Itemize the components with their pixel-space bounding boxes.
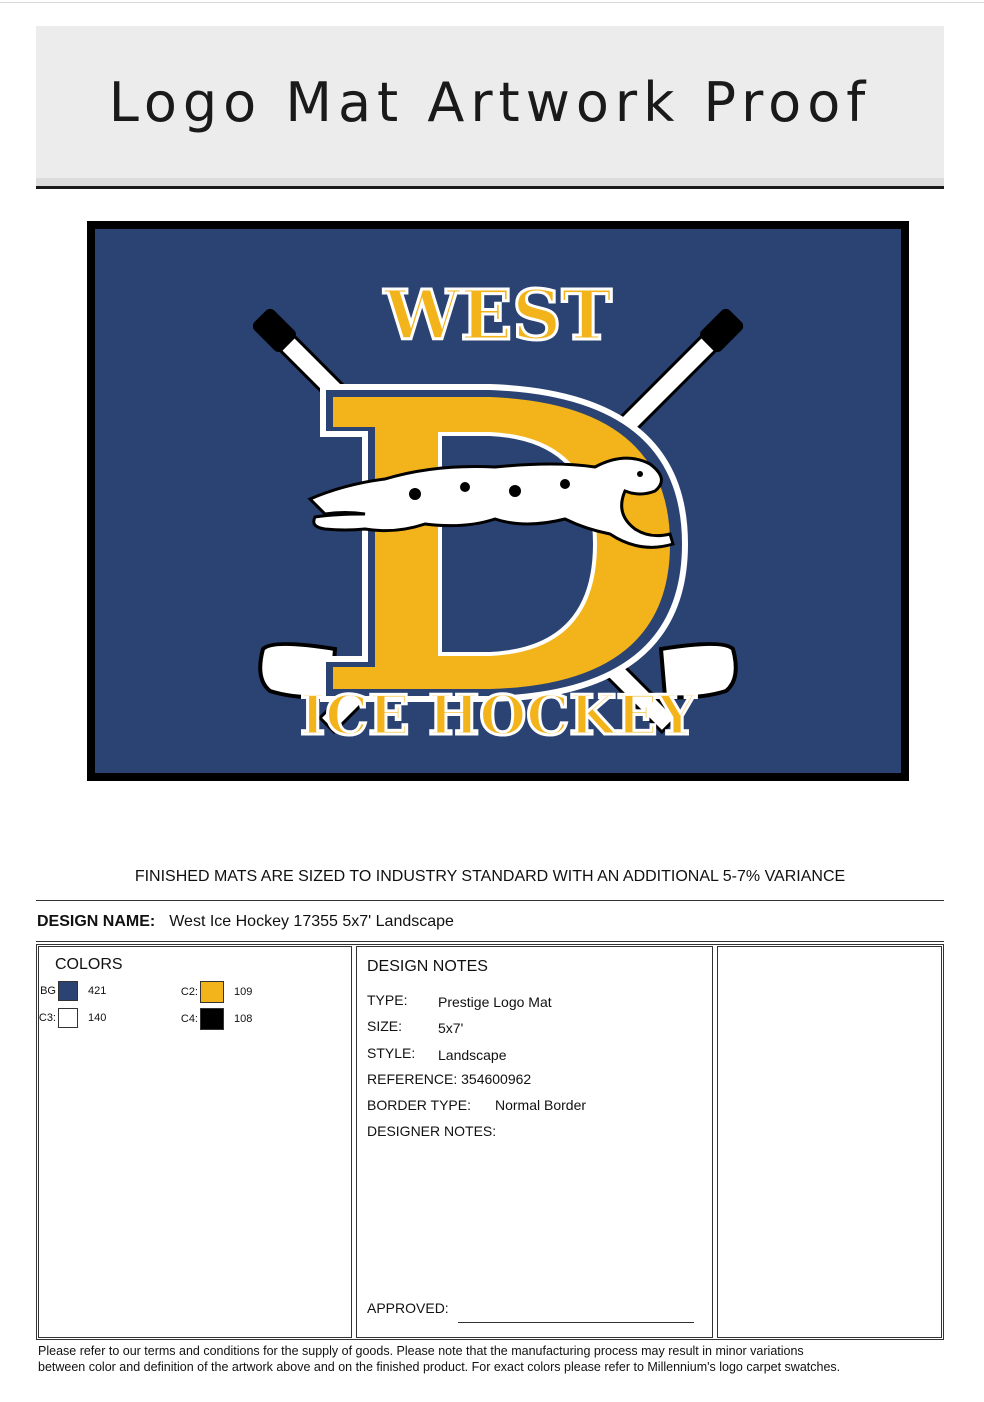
footer-line-2: between color and definition of the artwork above and on the finished product. For exact colors please refer to Millennium's logo carpet swatches. [38,1360,841,1374]
swatch-label: C4: [180,1013,198,1025]
swatch-c4 [176,1008,252,1030]
type-label: TYPE: [367,992,408,1008]
type-row [367,992,552,1010]
divider [36,900,944,901]
border-type-row [367,1097,587,1113]
design-notes-title: DESIGN NOTES [367,958,488,975]
header-divider-dark [36,186,944,189]
colors-title: COLORS [55,956,123,973]
swatch-code: 421 [88,985,107,997]
approved-signature-line[interactable] [458,1322,694,1323]
swatch-label: BG [40,985,56,997]
footer-line-1: Please refer to our terms and conditions for the supply of goods. Please note that the manufacturing process may result in minor variations [38,1344,804,1358]
design-name-value: West Ice Hockey 17355 5x7' Landscape [169,913,454,930]
reference-value: 354600962 [461,1071,532,1087]
border-type-value: Normal Border [495,1097,587,1113]
swatch-color [58,1008,78,1028]
swatch-code: 140 [88,1012,107,1024]
top-rule [0,2,984,3]
logo-text-top: WEST [384,276,612,356]
swatch-color [200,981,224,1003]
blank-panel [717,946,942,1338]
swatch-color [58,981,78,1001]
swatch-color [200,1008,224,1030]
page-title: Logo Mat Artwork Proof [108,70,872,134]
reference-row [367,1071,531,1087]
header-banner [36,26,944,178]
size-value: 5x7' [438,1020,464,1036]
border-type-label: BORDER TYPE: [367,1097,471,1113]
size-row [367,1018,464,1036]
style-label: STYLE: [367,1045,416,1061]
swatch-c2 [176,981,252,1003]
swatch-c3 [34,1008,106,1028]
swatch-label: C2: [180,986,198,998]
swatch-code: 109 [234,986,253,998]
logo-text-bottom: ICE HOCKEY [300,683,696,747]
swatch-code: 108 [234,1013,253,1025]
variance-notice: FINISHED MATS ARE SIZED TO INDUSTRY STANDARD WITH AN ADDITIONAL 5-7% VARIANCE [134,868,846,885]
reference-label: REFERENCE: [367,1071,458,1087]
mat-preview-frame [87,221,909,781]
design-name-label: DESIGN NAME: [37,913,156,930]
mat-preview [95,229,901,773]
mat-artwork [95,229,901,773]
size-label: SIZE: [367,1018,403,1034]
footer-disclaimer [38,1343,938,1375]
swatch-label: C3: [38,1012,56,1024]
style-row [367,1045,507,1063]
header-divider [36,178,944,186]
colors-panel [38,946,352,1338]
design-name-row [37,913,454,931]
divider [36,941,944,942]
type-value: Prestige Logo Mat [438,994,552,1010]
approved-label: APPROVED: [367,1300,449,1316]
swatch-bg [34,981,106,1001]
style-value: Landscape [438,1047,507,1063]
designer-notes-label: DESIGNER NOTES: [367,1123,497,1139]
